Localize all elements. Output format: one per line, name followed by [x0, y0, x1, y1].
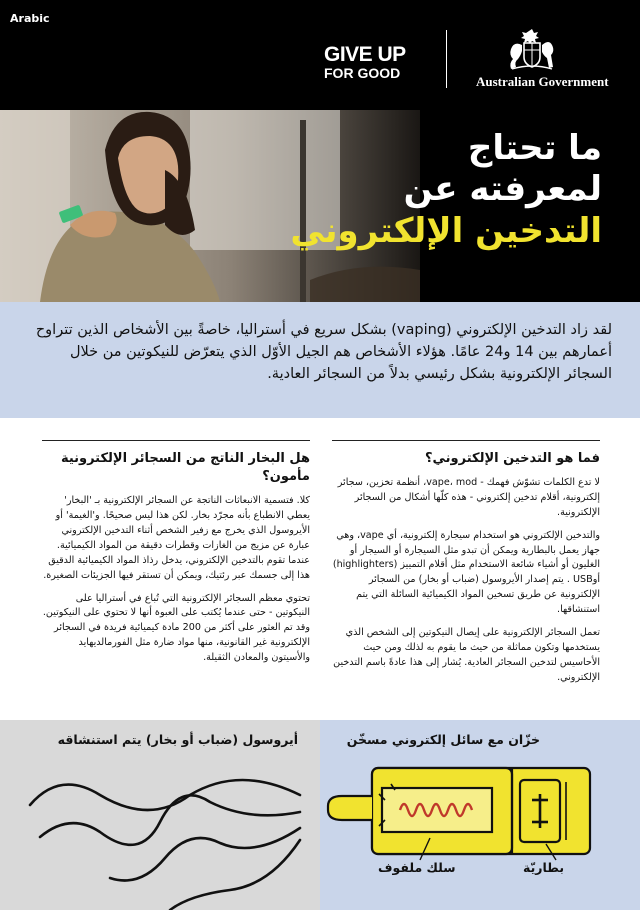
tank-label: خزّان مع سائل إلكتروني مسخّن [346, 732, 540, 747]
government-label: Australian Government [476, 74, 609, 89]
coil-label: سلك ملفوف [378, 860, 456, 875]
vape-device [328, 768, 590, 860]
hero-banner [0, 110, 640, 302]
what-is-vaping-paragraph-2: والتدخين الإلكتروني هو استخدام سيجارة إلكترونية، أي vape، وهي جهاز يعمل بالبطارية ويمكن أن تبدو مثل السيجارة أو السيجار أو الغليون أو أشياء شائعة الاستخدام مثل أقلام التمييز (highlighters) أوUSB . يتم إصدار الأيروسول (ضباب أو بخار) من السجائر الإلكترونية عن طريق تسخين المواد الكيميائية السائلة التي يتم استنشاقها. [332, 529, 600, 616]
header-divider [446, 30, 447, 88]
vapour-safety-section [42, 440, 310, 666]
give-up-for-good-logo [324, 44, 419, 80]
coat-of-arms-icon [504, 25, 560, 73]
brand-line-2: FOR GOOD [324, 65, 401, 81]
what-is-vaping-paragraph-1: لا تدع الكلمات تشوّش فهمك - vape، mod، أنظمة تخزين، سجائر إلكترونية، أقلام تدخين إلكتروني - هذه كلّها أشكال من السجائر الإلكترونية. [337, 477, 600, 518]
vapour-safety-paragraph-1: كلا. فتسمية الانبعاثات الناتجة عن السجائر الإلكترونية بـ 'البخار' يعطي الانطباع بأنه مجرّد بخار. لكن هذا ليس صحيحًا. و'الغيمة' أو الأيروسول الذي يخرج مع زفير الشخص أثناء التدخين الإلكتروني عبارة عن مزيج من الغازات وقطرات دقيقة من المواد الكيميائية. عندما تقوم بالتدخين الإلكتروني، يدخل رذاذ المواد الكيميائية الدقيق هذا إلى جسمك عبر رئتيك، ويمكن أن تستقر فيها الجزيئات الصغيرة. [43, 495, 310, 581]
language-label: Arabic [10, 12, 50, 25]
what-is-vaping-section [332, 440, 600, 685]
hero-title [290, 128, 602, 252]
what-is-vaping-heading: فما هو التدخين الإلكتروني؟ [332, 440, 600, 468]
vape-diagram [0, 720, 640, 910]
what-is-vaping-paragraph-3: تعمل السجائر الإلكترونية على إيصال النيكوتين إلى الشخص الذي يستخدمها وتكون مماثلة من حيث ما يقوم به لذلك ومن حيث الأحاسيس لتدخين السجائر العادية. يُشار إلى هذا عادةً باسم التدخين الإلكتروني. [333, 626, 600, 683]
battery-label: بطاريّة [523, 860, 565, 875]
aerosol-squiggles [30, 780, 300, 910]
aerosol-label: أيروسول (ضباب أو بخار) يتم استنشاقه [57, 732, 298, 747]
vapour-safety-paragraph-2: تحتوي معظم السجائر الإلكترونية التي تُباع في أستراليا على النيكوتين - حتى عندما يُكتب على العبوة أنها لا تحتوي على النيكوتين. وقد تم العثور على أكثر من 200 مادة كيميائية فريدة في السجائر الإلكترونية غير القانونية، منها مواد ضارة مثل الفورمالديهايد والأسيتون والمعادن الثقيلة. [42, 592, 310, 663]
vapour-safety-heading: هل البخار الناتج من السجائر الإلكترونية مأمون؟ [42, 440, 310, 486]
intro-text: لقد زاد التدخين الإلكتروني (vaping) بشكل سريع في أستراليا، خاصةً بين الأشخاص الذين تتراوح أعمارهم بين 14 و24 عامًا. هؤلاء الأشخاص هم الجيل الأوّل الذي يتعرّض للنيكوتين من خلال السجائر الإلكترونية بشكل رئيسي بدلاً من السجائر العادية. [35, 322, 612, 382]
vape-illustration [0, 720, 640, 910]
hero-title-line-1: ما تحتاج [467, 128, 602, 168]
intro-panel [0, 302, 640, 418]
hero-title-line-3: التدخين الإلكتروني [290, 210, 602, 251]
hero-title-line-2: لمعرفته عن [403, 169, 602, 210]
page-header [0, 0, 640, 110]
brand-line-1: GIVE UP [324, 43, 406, 66]
